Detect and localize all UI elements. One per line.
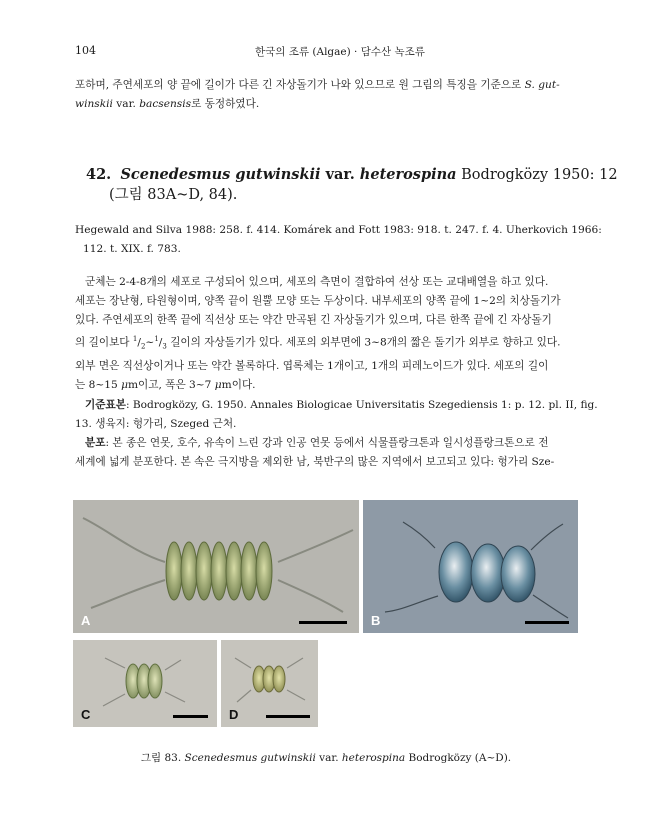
distribution-label: 분포 bbox=[85, 437, 106, 449]
intro-var: var. bbox=[112, 98, 140, 110]
figure-panel-d bbox=[221, 640, 318, 727]
references bbox=[75, 221, 602, 259]
panel-label-d: D bbox=[229, 707, 239, 722]
panel-label-c: C bbox=[81, 707, 91, 722]
intro-end: 로 동정하였다. bbox=[191, 98, 260, 110]
references-line1: Hegewald and Silva 1988: 258. f. 414. Komárek and Fott 1983: 918. t. 247. f. 4. Uherkovich 1966: bbox=[75, 224, 602, 236]
intro-var-name: bacsensis bbox=[139, 98, 192, 110]
intro-species-part1: S. gut- bbox=[524, 79, 560, 91]
species-var-name: heterospina bbox=[359, 166, 457, 183]
intro-species-part2: winskii bbox=[75, 98, 113, 110]
figure-caption: 그림 83. Scenedesmus gutwinskii var. heterospina Bodrogközy (A~D). bbox=[140, 752, 512, 764]
figure-panel-c bbox=[73, 640, 217, 727]
scale-bar-d bbox=[266, 715, 310, 718]
intro-paragraph bbox=[75, 76, 575, 114]
description bbox=[75, 273, 575, 395]
scale-bar-a bbox=[299, 621, 347, 624]
species-name: Scenedesmus gutwinskii bbox=[120, 166, 321, 183]
panel-label-b: B bbox=[371, 613, 381, 628]
description-line5: 외부 면은 직선상이거나 또는 약간 볼록하다. 엽록체는 1개이고, 1개의 피레노이드가 있다. 세포의 길이 bbox=[75, 359, 549, 372]
type-specimen-line2: 13. 생육지: 헝가리, Szeged 근처. bbox=[75, 418, 237, 430]
figure-panel-b bbox=[363, 500, 578, 633]
section-number: 42. bbox=[86, 166, 112, 183]
species-var: var. bbox=[320, 166, 360, 183]
description-line1: 군체는 2-4-8개의 세포로 구성되어 있으며, 세포의 측면이 결합하여 선상 또는 교대배열을 하고 있다. bbox=[85, 276, 549, 288]
description-line3: 있다. 주연세포의 한쪽 끝에 직선상 또는 약간 만곡된 긴 자상돌기가 있으며, 다른 한쪽 끝에 긴 자상돌기 bbox=[75, 314, 552, 326]
scale-bar-c bbox=[173, 715, 208, 718]
scale-bar-b bbox=[525, 621, 569, 624]
species-authority: Bodrogközy 1950: 12 bbox=[456, 167, 618, 183]
figure-reference: (그림 83A~D, 84). bbox=[109, 187, 238, 203]
description-line2: 세포는 장난형, 타원형이며, 양쪽 끝이 원뿔 모양 또는 두상이다. 내부세포의 양쪽 끝에 1~2의 치상돌기가 bbox=[75, 295, 561, 307]
type-specimen-line1: : Bodrogközy, G. 1950. Annales Biologicae Universitatis Szegediensis 1: p. 12. pl. II, fig. bbox=[125, 399, 598, 411]
figure-panel-a bbox=[73, 500, 359, 633]
panel-label-a: A bbox=[81, 613, 91, 628]
description-line6: 는 8~15 μm이고, 폭은 3~7 μm이다. bbox=[75, 378, 256, 391]
running-title: 한국의 조류 (Algae) · 담수산 녹조류 bbox=[255, 46, 425, 58]
micrograph-c bbox=[73, 640, 217, 727]
distribution bbox=[75, 434, 575, 472]
description-line4: 의 길이보다 $^1/_2\sim^1/_3$ 길이의 자상돌기가 있다. 세포의 외부면에 3~8개의 짧은 돌기가 외부로 향하고 있다. bbox=[75, 335, 561, 351]
type-specimen-label: 기준표본 bbox=[85, 399, 126, 411]
type-specimen bbox=[75, 396, 598, 434]
page-number: 104 bbox=[75, 44, 96, 57]
distribution-line2: 세계에 넓게 분포한다. 본 속은 극지방을 제외한 남, 북반구의 많은 지역에서 보고되고 있다: 헝가리 Sze- bbox=[75, 456, 555, 468]
micrograph-a bbox=[73, 500, 359, 633]
intro-line1: 포하며, 주연세포의 양 끝에 길이가 다른 긴 자상돌기가 나와 있으므로 원 그림의 특징을 기준으로 bbox=[75, 79, 525, 91]
micrograph-b bbox=[363, 500, 578, 633]
distribution-line1: : 본 종은 연못, 호수, 유속이 느린 강과 인공 연못 등에서 식물플랑크톤과 일시성플랑크톤으로 전 bbox=[105, 437, 549, 449]
section-title bbox=[86, 165, 618, 205]
references-line2: 112. t. XIX. f. 783. bbox=[83, 243, 181, 255]
